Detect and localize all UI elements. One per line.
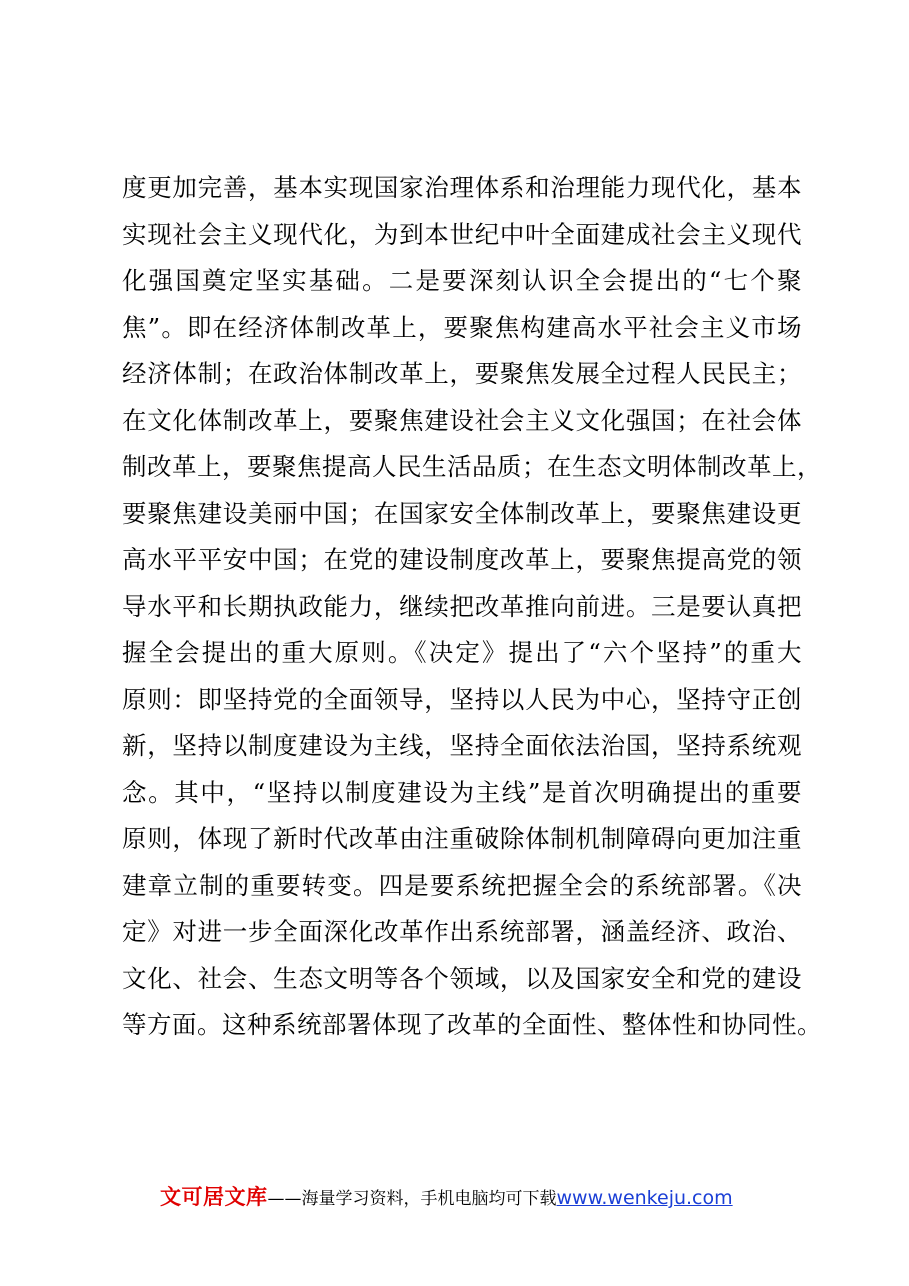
text-line: 新，坚持以制度建设为主线，坚持全面依法治国，坚持系统观 [122,731,802,760]
body-paragraph [122,165,822,1049]
text-line: 在文化体制改革上，要聚焦建设社会主义文化强国；在社会体 [122,405,802,435]
footer-tagline: ——海量学习资料，手机电脑均可下载 [267,1189,557,1209]
text-line: 建章立制的重要转变。四是要系统把握全会的系统部署。《决 [122,870,802,900]
website-link[interactable]: www.wenkeju.com [556,1187,733,1209]
text-line: 原则，体现了新时代改革由注重破除体制机制障碍向更加注重 [122,824,802,853]
text-line: 要聚焦建设美丽中国；在国家安全体制改革上，要聚焦建设更 [122,498,802,528]
text-line: 原则：即坚持党的全面领导，坚持以人民为中心，坚持守正创 [122,684,802,714]
text-line: 焦”。即在经济体制改革上，要聚焦构建高水平社会主义市场 [122,312,802,342]
text-line: 导水平和长期执政能力，继续把改革推向前进。三是要认真把 [122,591,802,621]
text-line: 高水平平安中国；在党的建设制度改革上，要聚焦提高党的领 [122,545,802,574]
text-line: 度更加完善，基本实现国家治理体系和治理能力现代化，基本 [122,173,802,202]
footer-banner [160,1180,800,1214]
text-line: 定》对进一步全面深化改革作出系统部署，涵盖经济、政治、 [122,917,802,946]
text-line: 实现社会主义现代化，为到本世纪中叶全面建成社会主义现代 [122,219,802,249]
text-line: 念。其中，“坚持以制度建设为主线”是首次明确提出的重要 [122,777,802,807]
text-line: 经济体制；在政治体制改革上，要聚焦发展全过程人民民主； [122,359,802,388]
text-line: 化强国奠定坚实基础。二是要深刻认识全会提出的“七个聚 [122,266,802,295]
text-line: 握全会提出的重大原则。《决定》提出了“六个坚持”的重大 [122,638,802,667]
brand-name: 文可居文库 [160,1185,268,1209]
text-line: 等方面。这种系统部署体现了改革的全面性、整体性和协同性。 [122,1010,822,1039]
text-line: 制改革上，要聚焦提高人民生活品质；在生态文明体制改革上， [122,452,822,481]
text-line: 文化、社会、生态文明等各个领域，以及国家安全和党的建设 [122,963,802,993]
